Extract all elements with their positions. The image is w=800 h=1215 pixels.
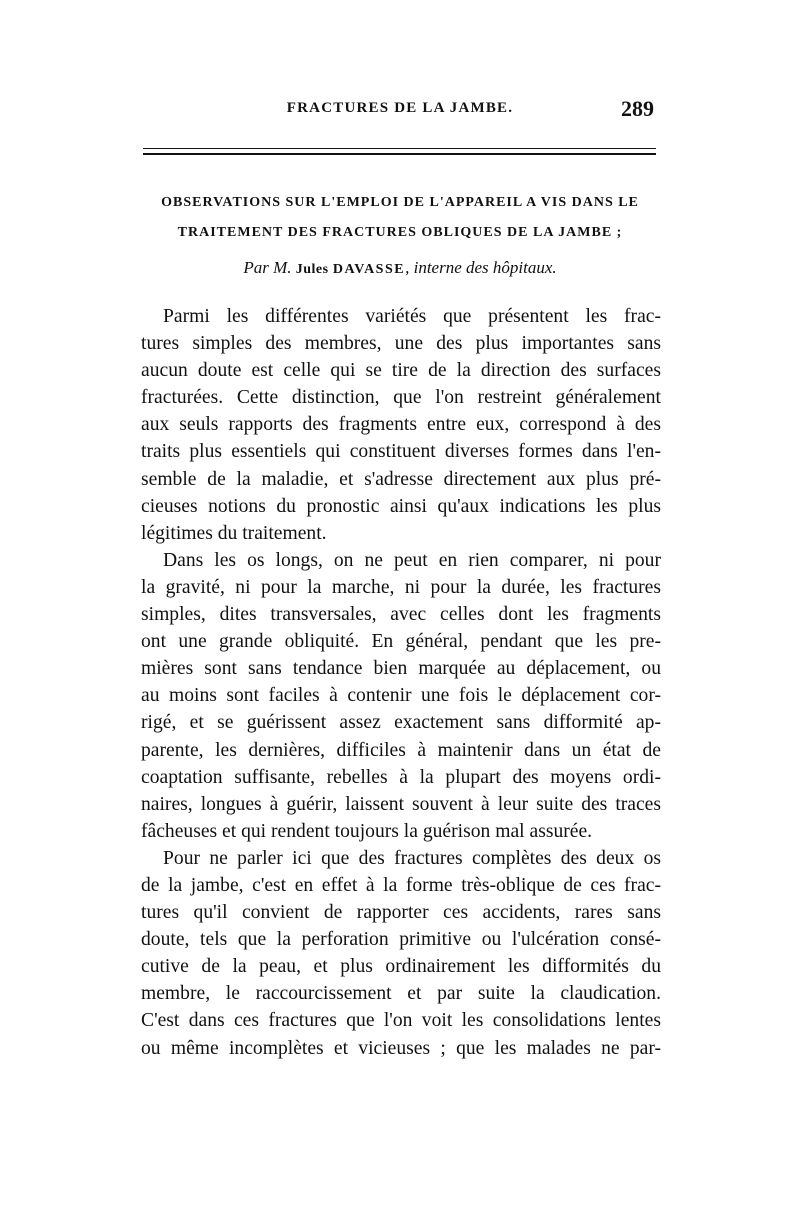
text-line: Pour ne parler ici que des fractures complètes des deux os [163,847,661,869]
text-line: traits plus essentiels qui constituent diverses formes dans l'en- [141,441,661,463]
text-line: Dans les os longs, on ne peut en rien comparer, ni pour [163,549,661,571]
page-number: 289 [621,96,654,121]
header-rule-top [143,148,656,149]
running-head [140,96,660,128]
byline-prefix: Par M. [243,258,292,277]
text-line: fracturées. Cette distinction, que l'on restreint généralement [141,387,661,409]
body-text [141,303,661,1062]
text-line: tures qu'il convient de rapporter ces accidents, rares sans [141,902,661,924]
text-line: coaptation suffisante, rebelles à la plupart des moyens ordi- [141,766,661,788]
text-line: mières sont sans tendance bien marquée au déplacement, ou [141,658,661,680]
article-title-line: TRAITEMENT DES FRACTURES OBLIQUES DE LA JAMBE ; [177,225,623,240]
text-line: tures simples des membres, une des plus importantes sans [141,333,661,355]
author-surname: DAVASSE [332,262,406,277]
article-title-line: OBSERVATIONS SUR L'EMPLOI DE L'APPAREIL A VIS DANS LE [161,195,639,210]
text-line: naires, longues à guérir, laissent souvent à leur suite des traces [141,793,661,815]
text-line: au moins sont faciles à contenir une fois le déplacement cor- [141,685,661,707]
text-line: rigé, et se guérissent assez exactement sans difformité ap- [141,712,661,734]
text-line: aux seuls rapports des fragments entre eux, correspond à des [141,414,661,436]
text-line: la gravité, ni pour la marche, ni pour la durée, les fractures [141,576,661,598]
text-line: ont une grande obliquité. En général, pendant que les pre- [141,631,661,653]
text-line: Parmi les différentes variétés que présentent les frac- [163,306,661,327]
byline-suffix: , interne des hôpitaux. [405,258,557,277]
text-line: fâcheuses et qui rendent toujours la guérison mal assurée. [141,820,593,842]
text-line: légitimes du traitement. [141,522,327,544]
text-line: ou même incomplètes et vicieuses ; que les malades ne par- [141,1037,661,1059]
header-rule-bottom [143,153,656,155]
text-line: parente, les dernières, difficiles à maintenir dans un état de [141,739,661,761]
text-line: cutive de la peau, et plus ordinairement les difformités du [141,956,661,978]
byline [140,258,660,278]
text-line: C'est dans ces fractures que l'on voit les consolidations lentes [141,1010,661,1032]
text-line: cieuses notions du pronostic ainsi qu'aux indications les plus [141,495,661,517]
running-title: FRACTURES DE LA JAMBE. [286,100,514,116]
text-line: simples, dites transversales, avec celles dont les fragments [141,604,661,626]
text-line: aucun doute est celle qui se tire de la direction des surfaces [141,360,661,382]
text-line: doute, tels que la perforation primitive ou l'ulcération consé- [141,929,661,951]
author-first-name: Jules [295,262,329,277]
article-title [140,188,660,248]
text-line: de la jambe, c'est en effet à la forme très-oblique de ces frac- [141,874,661,896]
text-line: semble de la maladie, et s'adresse directement aux plus pré- [141,468,661,490]
text-line: membre, le raccourcissement et par suite la claudication. [141,983,661,1005]
